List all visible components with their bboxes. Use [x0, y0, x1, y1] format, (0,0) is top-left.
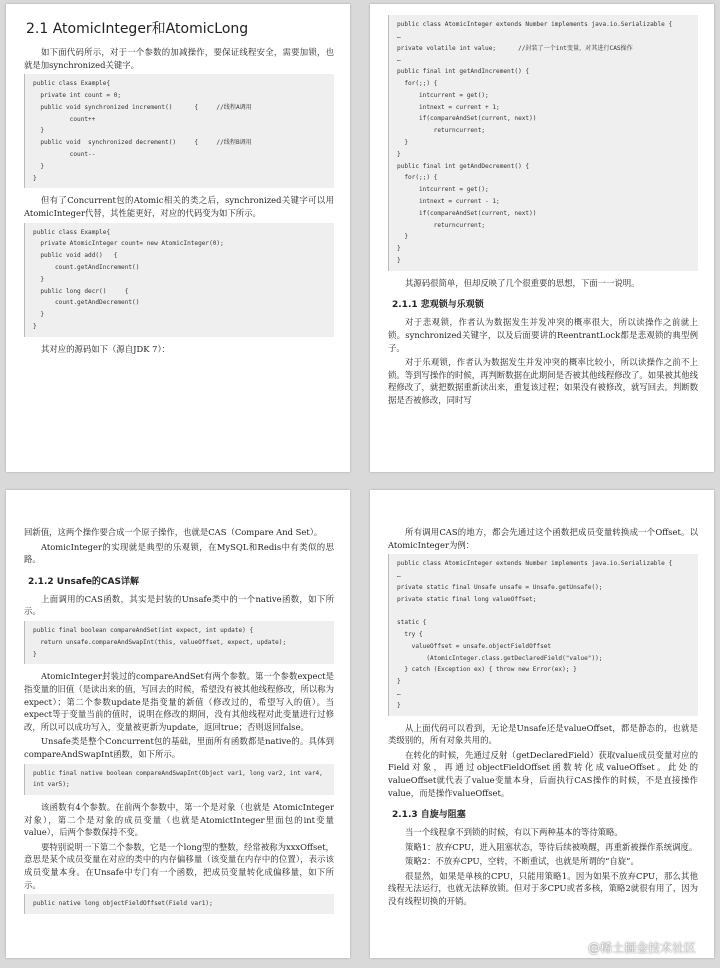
subsection-heading: 2.1.2 Unsafe的CAS详解 — [28, 576, 139, 587]
code-block: public native long objectFieldOffset(Field var1); — [24, 894, 334, 914]
document-page-1 — [6, 4, 350, 472]
document-page-3 — [6, 490, 350, 958]
document-page-2 — [370, 4, 714, 472]
paragraph: 当一个线程拿不到锁的时候，有以下两种基本的等待策略。 — [405, 827, 623, 838]
paragraph: 如下面代码所示，对于一个参数的加减操作，要保证线程安全，需要加锁，也就是加synchronized关键字。 — [24, 47, 334, 70]
section-heading: 2.1 AtomicInteger和AtomicLong — [26, 21, 249, 37]
document-page-4 — [370, 490, 714, 958]
paragraph: 其源码很简单，但却反映了几个很重要的思想，下面一一说明。 — [405, 277, 640, 288]
paragraph: 其对应的源码如下（源自JDK 7）： — [41, 343, 170, 354]
code-block: public class AtomicInteger extends Number implements java.io.Serializable { … private static final Unsafe unsafe = Unsafe.getUnsafe(); private static final long valueOffset; static { try { valueOffset = unsafe.objectFieldOffset (AtomicInteger.class.getDeclaredField("value")); } catch (Exception ex) { throw new Error(ex); } } … } — [388, 554, 698, 715]
paragraph: 很显然，如果是单核的CPU，只能用策略1。因为如果不放弃CPU，那么其他线程无法运行，也就无法释放锁。但对于多CPU或者多核，策略2就很有用了，因为没有线程切换的开销。 — [388, 870, 698, 907]
paragraph: 在转化的时候，先通过反射（getDeclaredField）获取value成员变量对应的Field对象，再通过objectFieldOffset函数转化成valueOffset。此处的valueOffset就代表了value变量本身，后面执行CAS操作的时候，不是直接操作value，而是操作valueOffset。 — [388, 749, 698, 798]
paragraph: 策略2：不放弃CPU，空转，不断重试，也就是所谓的“自旋”。 — [405, 856, 639, 867]
code-block: public final native boolean compareAndSwapInt(Object var1, long var2, int var4, int var5); — [24, 764, 334, 796]
paragraph: 但有了Concurrent包的Atomic相关的类之后，synchronized关键字可以用AtomicInteger代替，其性能更好，对应的代码变为如下所示。 — [24, 195, 334, 218]
code-block: public class Example{ private int count = 0; public void synchronized increment() { //线程A调用 count++ } public void synchronized decrement() { //线程B调用 count-- } } — [24, 74, 334, 188]
subsection-heading: 2.1.1 悲观锁与乐观锁 — [392, 300, 484, 311]
paragraph: 策略1：放弃CPU，进入阻塞状态，等待后续被唤醒，再重新被操作系统调度。 — [405, 841, 698, 852]
paragraph: 该函数有4个参数。在前两个参数中，第一个是对象（也就是 AtomicInteger 对象），第二个是对象的成员变量（也就是AtomictInteger里面包的int变量value），后两个参数保持不变。 — [24, 802, 334, 838]
paragraph: 回新值，这两个操作要合成一个原子操作，也就是CAS（Compare And Set）。 — [24, 527, 323, 537]
paragraph: Unsafe类是整个Concurrent包的基础，里面所有函数都是native的。具体到compareAndSwapInt函数，如下所示。 — [24, 736, 334, 759]
paragraph: 所有调用CAS的地方，都会先通过这个函数把成员变量转换成一个Offset。以AtomicInteger为例： — [388, 527, 698, 550]
paragraph: 对于悲观锁，作者认为数据发生并发冲突的概率很大，所以读操作之前就上锁。synchronized关键字，以及后面要讲的ReentrantLock都是悲观锁的典型例子。 — [388, 317, 698, 353]
code-block: public final boolean compareAndSet(int expect, int update) { return unsafe.compareAndSwapInt(this, valueOffset, expect, update); } — [24, 621, 334, 664]
paragraph: 上面调用的CAS函数，其实是封装的Unsafe类中的一个native函数，如下所示。 — [24, 593, 334, 617]
paragraph: 要特别说明一下第二个参数，它是一个long型的整数，经常被称为xxxOffset，意思是某个成员变量在对应的类中的内存偏移量（该变量在内存中的位置），表示该成员变量本身。在Unsafe中专门有一个函数，把成员变量转化成偏移量，如下所示。 — [24, 841, 334, 890]
watermark: @稀土掘金技术社区 — [587, 941, 696, 955]
paragraph: AtomicInteger封装过的compareAndSet有两个参数。第一个参数expect是指变量的旧值（是读出来的值，写回去的时候，希望没有被其他线程修改，所以称为expect）；第二个参数update是指变量的新值（修改过的，希望写入的值）。当expect等于变量当前的值时，说明在修改的期间，没有其他线程对此变量进行过修改，所以可以成功写入，变量被更新为update，返回true；否则返回false。 — [24, 671, 334, 732]
paragraph: AtomicInteger的实现就是典型的乐观锁，在MySQL和Redis中有类似的思路。 — [24, 541, 334, 565]
paragraph: 从上面代码可以看到，无论是Unsafe还是valueOffset，都是静态的，也就是类级别的，所有对象共用的。 — [388, 722, 698, 746]
code-block: public class Example{ private AtomicInteger count= new AtomicInteger(0); public void add() { count.getAndIncrement() } public long decr() { count.getAndDecrement() } } — [24, 223, 334, 337]
subsection-heading: 2.1.3 自旋与阻塞 — [392, 810, 466, 821]
code-block: public class AtomicInteger extends Number implements java.io.Serializable { … private volatile int value; //封装了一个int变量，对其进行CAS操作 … public final int getAndIncrement() { for(;;) { intcurrent = get(); intnext = current + 1; if(compareAndSet(current, next)) returncurrent; } } public final int getAndDecrement() { for(;;) { intcurrent = get(); intnext = current - 1; if(compareAndSet(current, next)) returncurrent; } } } — [388, 15, 698, 271]
paragraph: 对于乐观锁，作者认为数据发生并发冲突的概率比较小，所以读操作之前不上锁。等到写操作的时候，再判断数据在此期间是否被其他线程修改了。如果被其他线程修改了，就把数据重新读出来，重复该过程；如果没有被修改，就写回去。判断数据是否被修改，同时写 — [388, 357, 698, 405]
